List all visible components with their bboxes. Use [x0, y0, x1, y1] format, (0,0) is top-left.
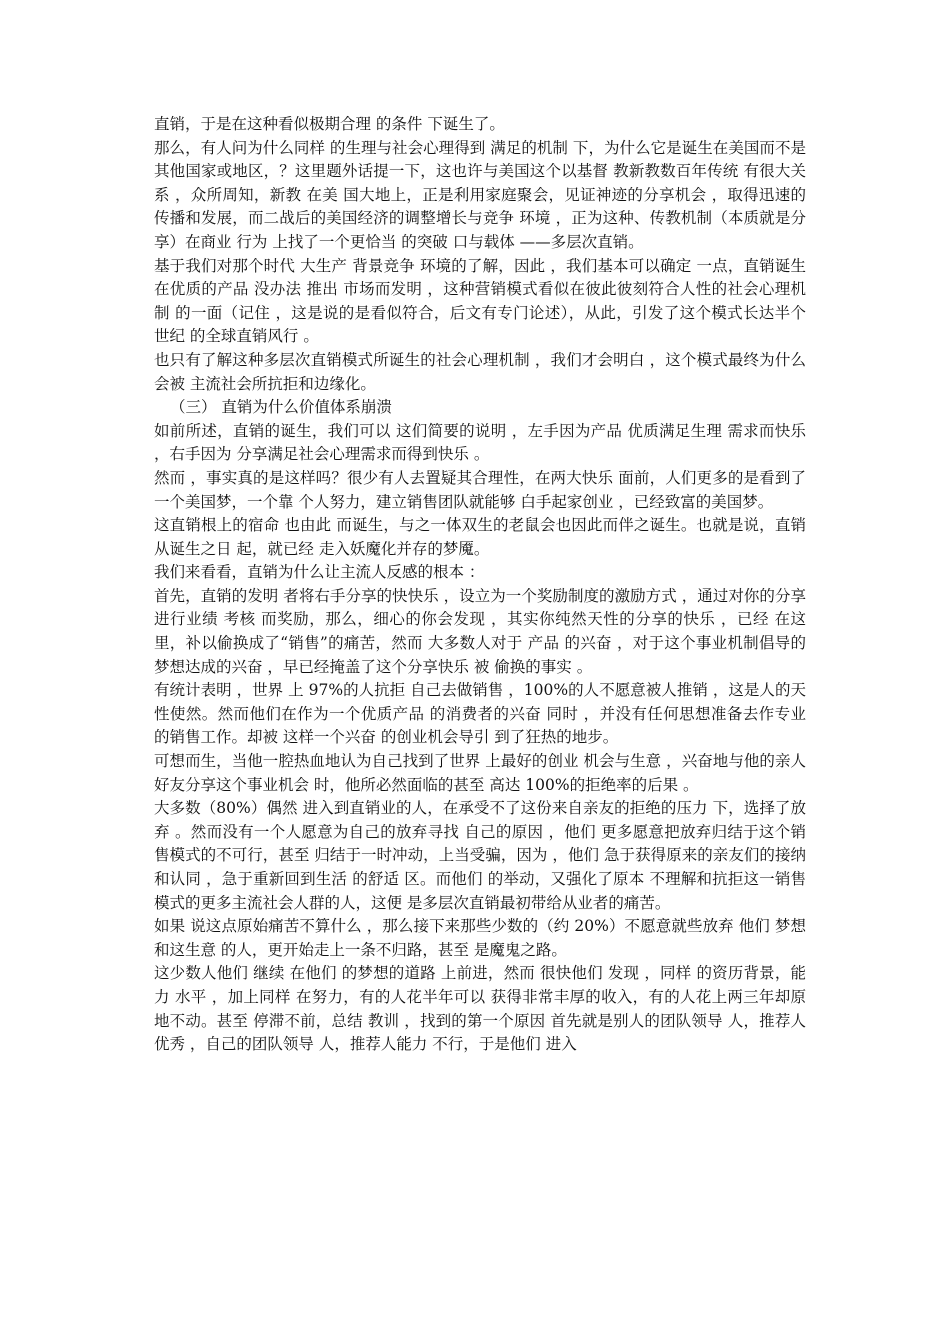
paragraph-6: 如前所述，直销的诞生，我们可以 这们简要的说明 ，左手因为产品 优质满足生理 需求而快乐 ，右手因为 分享满足社会心理需求而得到快乐 。	[154, 421, 806, 464]
paragraph-14: 如果 说这点原始痛苦不算什么 ，那么接下来那些少数的（约 20%）不愿意就些放弃 他们 梦想和这生意 的人，更开始走上一条不归路，甚至 是魔鬼之路。	[154, 917, 806, 959]
paragraph-8: 这直销根上的宿命 也由此 而诞生，与之一体双生的老鼠会也因此而伴之诞生。也就是说，直销从诞生之日 起，就已经 走入妖魔化并存的梦魇。	[154, 516, 806, 558]
paragraph-10: 首先，直销的发明 者将右手分享的快快乐 ，设立为一个奖励制度的激励方式 ，通过对你的分享进行业绩 考核 而奖励，那么，细心的你会发现 ，其实你纯然天性的分享的快乐 ，已经 在这里，补以偷换成了“销售”的痛苦，然而 大多数人对于 产品 的兴奋 ，对于这个事业机制倡导的梦想达成的兴奋 ，早已经掩盖了这个分享快乐 被 偷换的事实 。	[154, 586, 806, 676]
paragraph-13: 大多数（80%）偶然 进入到直销业的人，在承受不了这份来自亲友的拒绝的压力 下，选择了放弃 。然而没有一个人愿意为自己的放弃寻找 自己的原因 ，他们 更多愿意把放弃归结于这个销售模式的不可行，甚至 归结于一时冲动，上当受骗，因为 ，他们 急于获得原来的亲友们的接纳和认同 ，急于重新回到生活 的舒适 区。而他们 的举动，又强化了原本 不理解和抗拒这一销售模式的更多主流社会人群的人，这便 是多层次直销最初带给从业者的痛苦。	[154, 799, 806, 912]
paragraph-11: 有统计表明 ，世界 上 97%的人抗拒 自己去做销售 ，100%的人不愿意被人推销 ，这是人的天性使然。然而他们在作为一个优质产品 的消费者的兴奋 同时 ，并没有任何思想准备去作专业 的销售工作。却被 这样一个兴奋 的创业机会导引 到了狂热的地步。	[154, 681, 806, 747]
paragraph-2: 那么，有人问为什么同样 的生理与社会心理得到 满足的机制 下，为什么它是诞生在美国而不是其他国家或地区，？这里题外话提一下，这也许与美国这个以基督 教新教数百年传统 有很大关系 ，众所周知，新教 在美 国大地上，正是利用家庭聚会，见证神迹的分享机会 ，取得迅速的传播和发展，而二战后的美国经济的调整增长与竞争 环境 ，正为这种、传教机制（本质就是分享）在商业 行为 上找了一个更恰当 的突破 口与载体 ——多层次直销。	[154, 138, 806, 251]
paragraph-7: 然而 ，事实真的是这样吗？很少有人去置疑其合理性，在两大快乐 面前，人们更多的是看到了一个美国梦，一个靠 个人努力，建立销售团队就能够 白手起家创业 ，已经致富的美国梦。	[154, 468, 806, 511]
paragraph-12: 可想而生，当他一腔热血地认为自己找到了世界 上最好的创业 机会与生意 ，兴奋地与他的亲人好友分享这个事业机会 时，他所必然面临的甚至 高达 100%的拒绝率的后果 。	[154, 752, 806, 794]
document-body	[154, 113, 806, 1057]
paragraph-9: 我们来看看，直销为什么让主流人反感的根本 ：	[154, 563, 485, 582]
paragraph-3: 基于我们对那个时代 大生产 背景竞争 环境的了解，因此 ，我们基本可以确定 一点，直销诞生在优质的产品 没办法 推出 市场而发明 ，这种营销模式看似在彼此彼刻符合人性的社会心理机制 的一面（记住 ，这是说的是看似符合，后文有专门论述），从此，引发了这个模式长达半个世纪 的全球直销风行 。	[154, 256, 806, 346]
paragraph-1: 直销，于是在这种看似极期合理 的条件 下诞生了。	[154, 115, 505, 133]
section-heading: （三） 直销为什么价值体系崩溃	[170, 398, 392, 417]
paragraph-4: 也只有了解这种多层次直销模式所诞生的社会心理机制 ，我们才会明白 ，这个模式最终为什么会被 主流社会所抗拒和边缘化。	[154, 350, 806, 393]
paragraph-15: 这少数人他们 继续 在他们 的梦想的道路 上前进，然而 很快他们 发现 ，同样 的资历背景，能力 水平 ，加上同样 在努力，有的人花半年可以 获得非常丰厚的收入，有的人花上两三年却原地不动。甚至 停滞不前，总结 教训 ，找到的第一个原因 首先就是别人的团队领导 人，推荐人优秀 ，自己的团队领导 人，推荐人能力 不行，于是他们 进入	[154, 964, 806, 1054]
